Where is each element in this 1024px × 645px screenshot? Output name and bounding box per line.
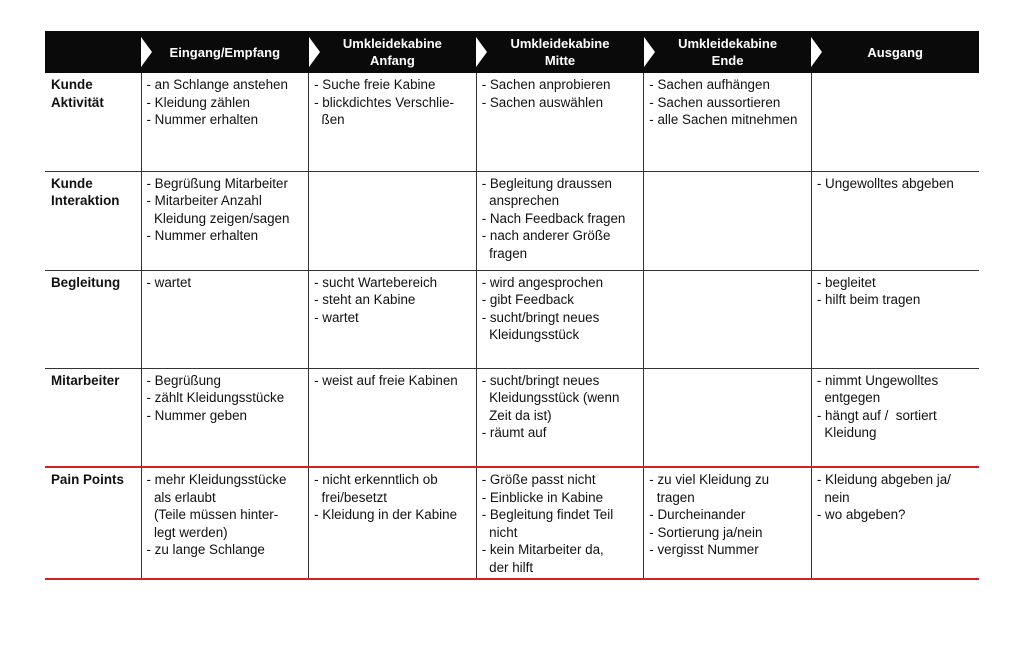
cell-umkleide-anfang (309, 467, 477, 579)
row-mitarbeiter (45, 368, 979, 467)
row-kunde-aktivitaet (45, 73, 979, 171)
table-body (45, 73, 979, 579)
cell-line: - steht an Kabine (314, 292, 416, 307)
cell-umkleide-anfang (309, 368, 477, 467)
cell-line: - Nummer erhalten (146, 228, 259, 243)
cell-line: - Begleitung findet Teil (481, 507, 614, 522)
row-label-line: Kunde (51, 77, 93, 92)
cell-line: - mehr Kleidungsstücke (146, 472, 287, 487)
cell-line: nein (816, 489, 850, 505)
cell-line: - sucht Wartebereich (314, 274, 438, 290)
cell-line: - Sachen aussortieren (649, 94, 781, 110)
cell-ausgang (811, 467, 979, 579)
cell-line: - Begleitung draussen (481, 175, 612, 191)
cell-line: - Sachen aufhängen (649, 77, 770, 92)
cell-line: - nimmt Ungewolltes (816, 372, 939, 388)
cell-line: - zu lange Schlange (146, 542, 265, 557)
cell-line: - nach anderer Größe (481, 228, 611, 243)
cell-eingang (141, 73, 309, 171)
cell-line: - nicht erkenntlich ob (314, 472, 438, 487)
header-row (45, 31, 979, 73)
cell-line: - Sachen auswählen (481, 94, 604, 110)
row-pain-points (45, 467, 979, 579)
cell-line: - sucht/bringt neues (481, 372, 600, 388)
cell-line: - Suche freie Kabine (314, 77, 436, 92)
cell-line: - vergisst Nummer (649, 542, 759, 557)
cell-umkleide-anfang (309, 270, 477, 368)
cell-line: - Kleidung in der Kabine (314, 507, 458, 522)
cell-eingang (141, 270, 309, 368)
cell-ausgang (811, 73, 979, 171)
chevron-right-icon (644, 37, 655, 67)
cell-ausgang (811, 368, 979, 467)
cell-umkleide-mitte (476, 171, 644, 270)
cell-eingang (141, 368, 309, 467)
row-label-line: Kunde (51, 175, 93, 191)
cell-line: - Nach Feedback fragen (481, 210, 626, 226)
cell-line: - an Schlange anstehen (146, 77, 288, 92)
chevron-right-icon (476, 37, 487, 67)
row-label (45, 368, 141, 467)
cell-line: - räumt auf (481, 425, 547, 440)
cell-line: - zählt Kleidungsstücke (146, 390, 285, 405)
row-label-line: Interaktion (51, 193, 120, 208)
cell-line: ansprechen (481, 193, 560, 208)
cell-line: Kleidung (816, 425, 877, 440)
cell-line: - hilft beim tragen (816, 292, 921, 307)
row-label (45, 73, 141, 171)
cell-line: - wird angesprochen (481, 274, 604, 290)
cell-line: - gibt Feedback (481, 292, 574, 307)
cell-line: - Kleidung abgeben ja/ (816, 472, 951, 487)
header-umkleide-mitte: Umkleidekabine Mitte (476, 31, 644, 73)
cell-line: Zeit da ist) (481, 407, 552, 423)
cell-line: - Größe passt nicht (481, 472, 596, 487)
header-eingang: Eingang/Empfang (141, 31, 309, 73)
cell-line: Kleidungsstück (wenn (481, 390, 620, 405)
cell-line: - kein Mitarbeiter da, (481, 542, 604, 557)
cell-line: - Kleidung zählen (146, 94, 250, 110)
cell-line: - Einblicke in Kabine (481, 489, 604, 505)
row-begleitung (45, 270, 979, 368)
cell-eingang (141, 171, 309, 270)
row-label (45, 171, 141, 270)
header-umkleide-anfang: Umkleidekabine Anfang (309, 31, 477, 73)
cell-line: tragen (649, 489, 695, 505)
cell-ausgang (811, 270, 979, 368)
cell-umkleide-mitte (476, 467, 644, 579)
cell-umkleide-ende (644, 467, 812, 579)
cell-umkleide-ende (644, 270, 812, 368)
cell-line: nicht (481, 524, 518, 540)
cell-umkleide-ende (644, 368, 812, 467)
cell-umkleide-ende (644, 171, 812, 270)
chevron-right-icon (309, 37, 320, 67)
cell-line: legt werden) (146, 524, 228, 540)
cell-line: (Teile müssen hinter- (146, 507, 279, 522)
cell-line: - wartet (314, 309, 359, 325)
cell-line: - Mitarbeiter Anzahl (146, 193, 262, 208)
row-label (45, 270, 141, 368)
cell-umkleide-anfang (309, 171, 477, 270)
cell-line: Kleidungsstück (481, 327, 580, 342)
cell-line: - alle Sachen mitnehmen (649, 112, 798, 127)
cell-eingang (141, 467, 309, 579)
chevron-right-icon (141, 37, 152, 67)
cell-line: - Begrüßung (146, 372, 221, 388)
cell-line: entgegen (816, 390, 881, 405)
cell-line: - Nummer erhalten (146, 112, 259, 127)
cell-line: - Begrüßung Mitarbeiter (146, 175, 288, 191)
cell-line: als erlaubt (146, 489, 216, 505)
header-umkleide-ende: Umkleidekabine Ende (644, 31, 812, 73)
cell-line: Kleidung zeigen/sagen (146, 210, 290, 226)
header-corner (45, 31, 141, 73)
cell-line: - zu viel Kleidung zu (649, 472, 770, 487)
cell-line: - hängt auf / sortiert (816, 407, 937, 423)
cell-line: frei/besetzt (314, 489, 388, 505)
cell-umkleide-mitte (476, 270, 644, 368)
cell-umkleide-mitte (476, 73, 644, 171)
cell-line: - sucht/bringt neues (481, 309, 600, 325)
row-label-line: Mitarbeiter (51, 372, 120, 388)
cell-line: der hilft (481, 559, 534, 575)
cell-line: - Sachen anprobieren (481, 77, 611, 92)
cell-line: - weist auf freie Kabinen (314, 372, 458, 388)
cell-umkleide-mitte (476, 368, 644, 467)
cell-line: - Sortierung ja/nein (649, 524, 763, 540)
cell-line: - begleitet (816, 274, 876, 290)
chevron-right-icon (811, 37, 822, 67)
cell-line: - Ungewolltes abgeben (816, 175, 954, 191)
cell-line: ßen (314, 112, 345, 127)
row-label-line: Begleitung (51, 274, 121, 290)
cell-line: - wo abgeben? (816, 507, 906, 522)
cell-line: - wartet (146, 274, 192, 290)
row-kunde-interaktion (45, 171, 979, 270)
customer-journey-table (45, 31, 979, 580)
row-label-line: Aktivität (51, 94, 104, 110)
header-ausgang: Ausgang (811, 31, 979, 73)
cell-line: - blickdichtes Verschlie- (314, 94, 455, 110)
cell-line: fragen (481, 245, 528, 261)
row-label-line: Pain Points (51, 472, 124, 487)
row-label (45, 467, 141, 579)
cell-umkleide-ende (644, 73, 812, 171)
cell-line: - Durcheinander (649, 507, 746, 522)
cell-umkleide-anfang (309, 73, 477, 171)
cell-line: - Nummer geben (146, 407, 247, 423)
cell-ausgang (811, 171, 979, 270)
